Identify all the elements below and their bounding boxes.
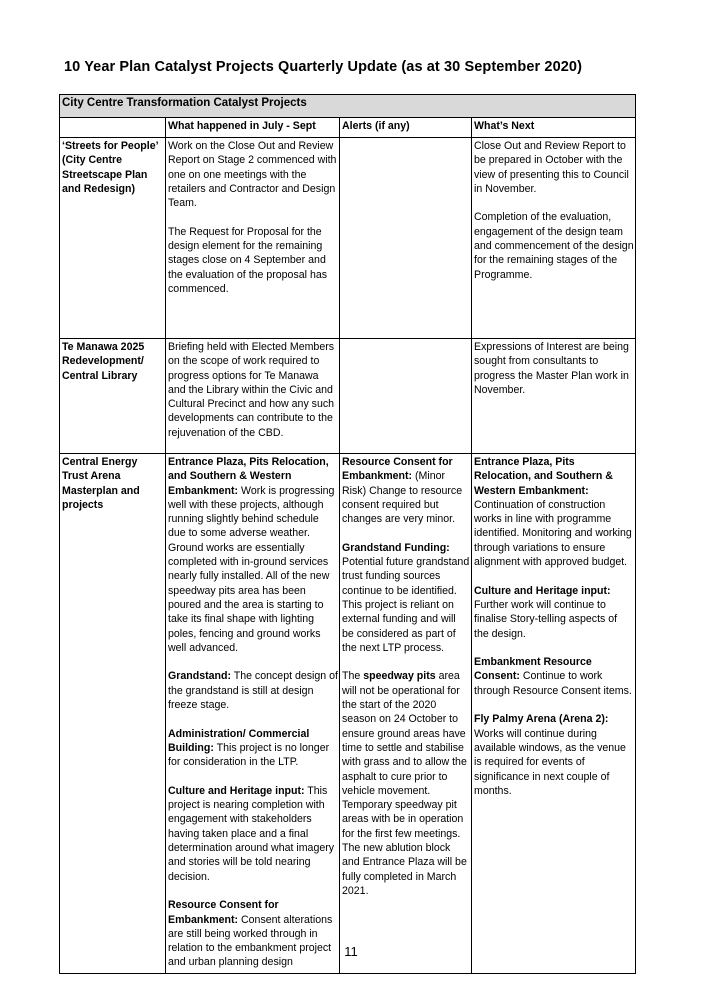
paragraph-text: Expressions of Interest are being sought from consultants to progress the Master Plan work in November. — [474, 341, 629, 396]
paragraph-heading: Embankment Resource Consent: — [474, 656, 592, 683]
cell-paragraph — [474, 712, 634, 798]
paragraph-text: Work is progressing well with these projects, although running slightly behind schedule due to some adverse weather. Ground works are essentially completed with in-ground services nearly fully installed. All of the new speedway pits area has been poured and the area is starting to take its final shape with lighting poles, fencing and ground works well advanced. — [168, 484, 335, 654]
alerts-cell — [340, 454, 472, 974]
alerts-cell — [340, 138, 472, 339]
paragraph-text: Works will continue during available windows, as the venue is required for events of significance in next couple of months. — [474, 727, 626, 797]
paragraph-heading: Resource Consent for Embankment: — [168, 899, 279, 926]
paragraph-heading: Fly Palmy Arena (Arena 2): — [474, 713, 609, 726]
cell-paragraph — [342, 669, 470, 898]
project-name: Te Manawa 2025 Redevelopment/ Central Library — [60, 339, 166, 454]
page-title: 10 Year Plan Catalyst Projects Quarterly Update (as at 30 September 2020) — [64, 59, 582, 75]
header-project — [60, 118, 166, 138]
cell-paragraph — [168, 669, 338, 712]
paragraph-text: Continue to work through Resource Consent items. — [474, 670, 632, 697]
paragraph-heading: Resource Consent for Embankment: — [342, 456, 453, 483]
paragraph-text: This project is nearing completion with engagement with stakeholders having taken place and a final determination around what imagery and stories will be told nearing decision. — [168, 784, 335, 883]
table-header-row — [60, 118, 636, 138]
paragraph-text: Continuation of construction works in line with programme identified. Monitoring and working through variations to ensure alignment with approved budget. — [474, 498, 632, 569]
cell-paragraph — [168, 225, 338, 296]
cell-paragraph — [474, 210, 634, 281]
cell-paragraph — [168, 727, 338, 770]
cell-paragraph — [474, 655, 634, 698]
paragraph-heading: Culture and Heritage input: — [474, 584, 611, 597]
paragraph-text: Close Out and Review Report to be prepared in October with the view of presenting this to Council in November. — [474, 140, 629, 195]
paragraph-text: area will not be operational for the start of the 2020 season on 24 October to ensure ground areas have time to settle and stabilise with grass and to allow the asphalt to cure prior to vehicle movement. Temporary speedway pit areas with be in operation for the first few meetings. The new ablution block and Entrance Plaza will be fully completed in March 2021. — [342, 670, 467, 897]
table-row — [60, 138, 636, 339]
paragraph-text: (Minor Risk) Change to resource consent required but changes are very minor. — [342, 470, 463, 526]
paragraph-heading: Entrance Plaza, Pits Relocation, and Southern & Western Embankment: — [474, 456, 613, 497]
cell-paragraph — [342, 541, 470, 655]
paragraph-heading: speedway pits — [363, 670, 436, 683]
table-row — [60, 454, 636, 974]
cell-paragraph — [474, 455, 634, 569]
header-alerts: Alerts (if any) — [340, 118, 472, 138]
paragraph-text: Consent alterations are still being worked through in relation to the embankment project and urban planning design — [168, 913, 333, 969]
cell-paragraph — [474, 584, 634, 641]
paragraph-text: The — [342, 670, 364, 683]
cell-paragraph — [168, 784, 338, 884]
cell-paragraph — [168, 340, 338, 440]
paragraph-text: This project is no longer for consideration in the LTP. — [168, 741, 330, 769]
paragraph-text: The concept design of the grandstand is still at design freeze stage. — [168, 670, 338, 712]
paragraph-text: Potential future grandstand trust funding sources continue to be identified. This project is reliant on external funding and will be considered as part of the next LTP process. — [342, 556, 470, 654]
cell-paragraph — [342, 455, 470, 526]
header-next: What’s Next — [472, 118, 636, 138]
paragraph-text: Further work will continue to finalise Story-telling aspects of the design. — [474, 598, 618, 640]
project-name: Central Energy Trust Arena Masterplan and projects — [60, 454, 166, 974]
header-happened: What happened in July - Sept — [166, 118, 340, 138]
alerts-cell — [340, 339, 472, 454]
paragraph-text: Briefing held with Elected Members on the scope of work required to progress options for Te Manawa and the Library within the Civic and Cultural Precinct and how any such developments can contribute to the rejuvenation of the CBD. — [168, 341, 335, 439]
happened-cell — [166, 138, 340, 339]
paragraph-heading: Administration/ Commercial Building: — [168, 727, 310, 754]
paragraph-heading: Grandstand Funding: — [342, 541, 450, 554]
next-cell — [472, 138, 636, 339]
cell-paragraph — [474, 340, 634, 397]
happened-cell — [166, 339, 340, 454]
cell-paragraph — [474, 139, 634, 196]
next-cell — [472, 339, 636, 454]
table-row — [60, 339, 636, 454]
paragraph-heading: Entrance Plaza, Pits Relocation, and Southern & Western Embankment: — [168, 456, 329, 497]
paragraph-text: Work on the Close Out and Review Report on Stage 2 commenced with one on one meetings with the retailers and Contractor and Design Team. — [168, 140, 337, 210]
paragraph-text: The Request for Proposal for the design element for the remaining stages close on 4 September and the evaluation of the proposal has commenced. — [168, 225, 328, 295]
paragraph-heading: Culture and Heritage input: — [168, 784, 305, 797]
paragraph-text: Completion of the evaluation, engagement of the design team and commencement of the design for the remaining stages of the Programme. — [474, 211, 634, 281]
cell-paragraph — [168, 455, 338, 655]
happened-cell — [166, 454, 340, 974]
cell-paragraph — [168, 139, 338, 210]
paragraph-heading: Grandstand: — [168, 670, 231, 683]
page-number: 11 — [344, 944, 358, 959]
next-cell — [472, 454, 636, 974]
project-name: ‘Streets for People’ (City Centre Streetscape Plan and Redesign) — [60, 138, 166, 339]
section-heading: City Centre Transformation Catalyst Projects — [60, 95, 636, 118]
catalyst-projects-table — [59, 94, 636, 974]
